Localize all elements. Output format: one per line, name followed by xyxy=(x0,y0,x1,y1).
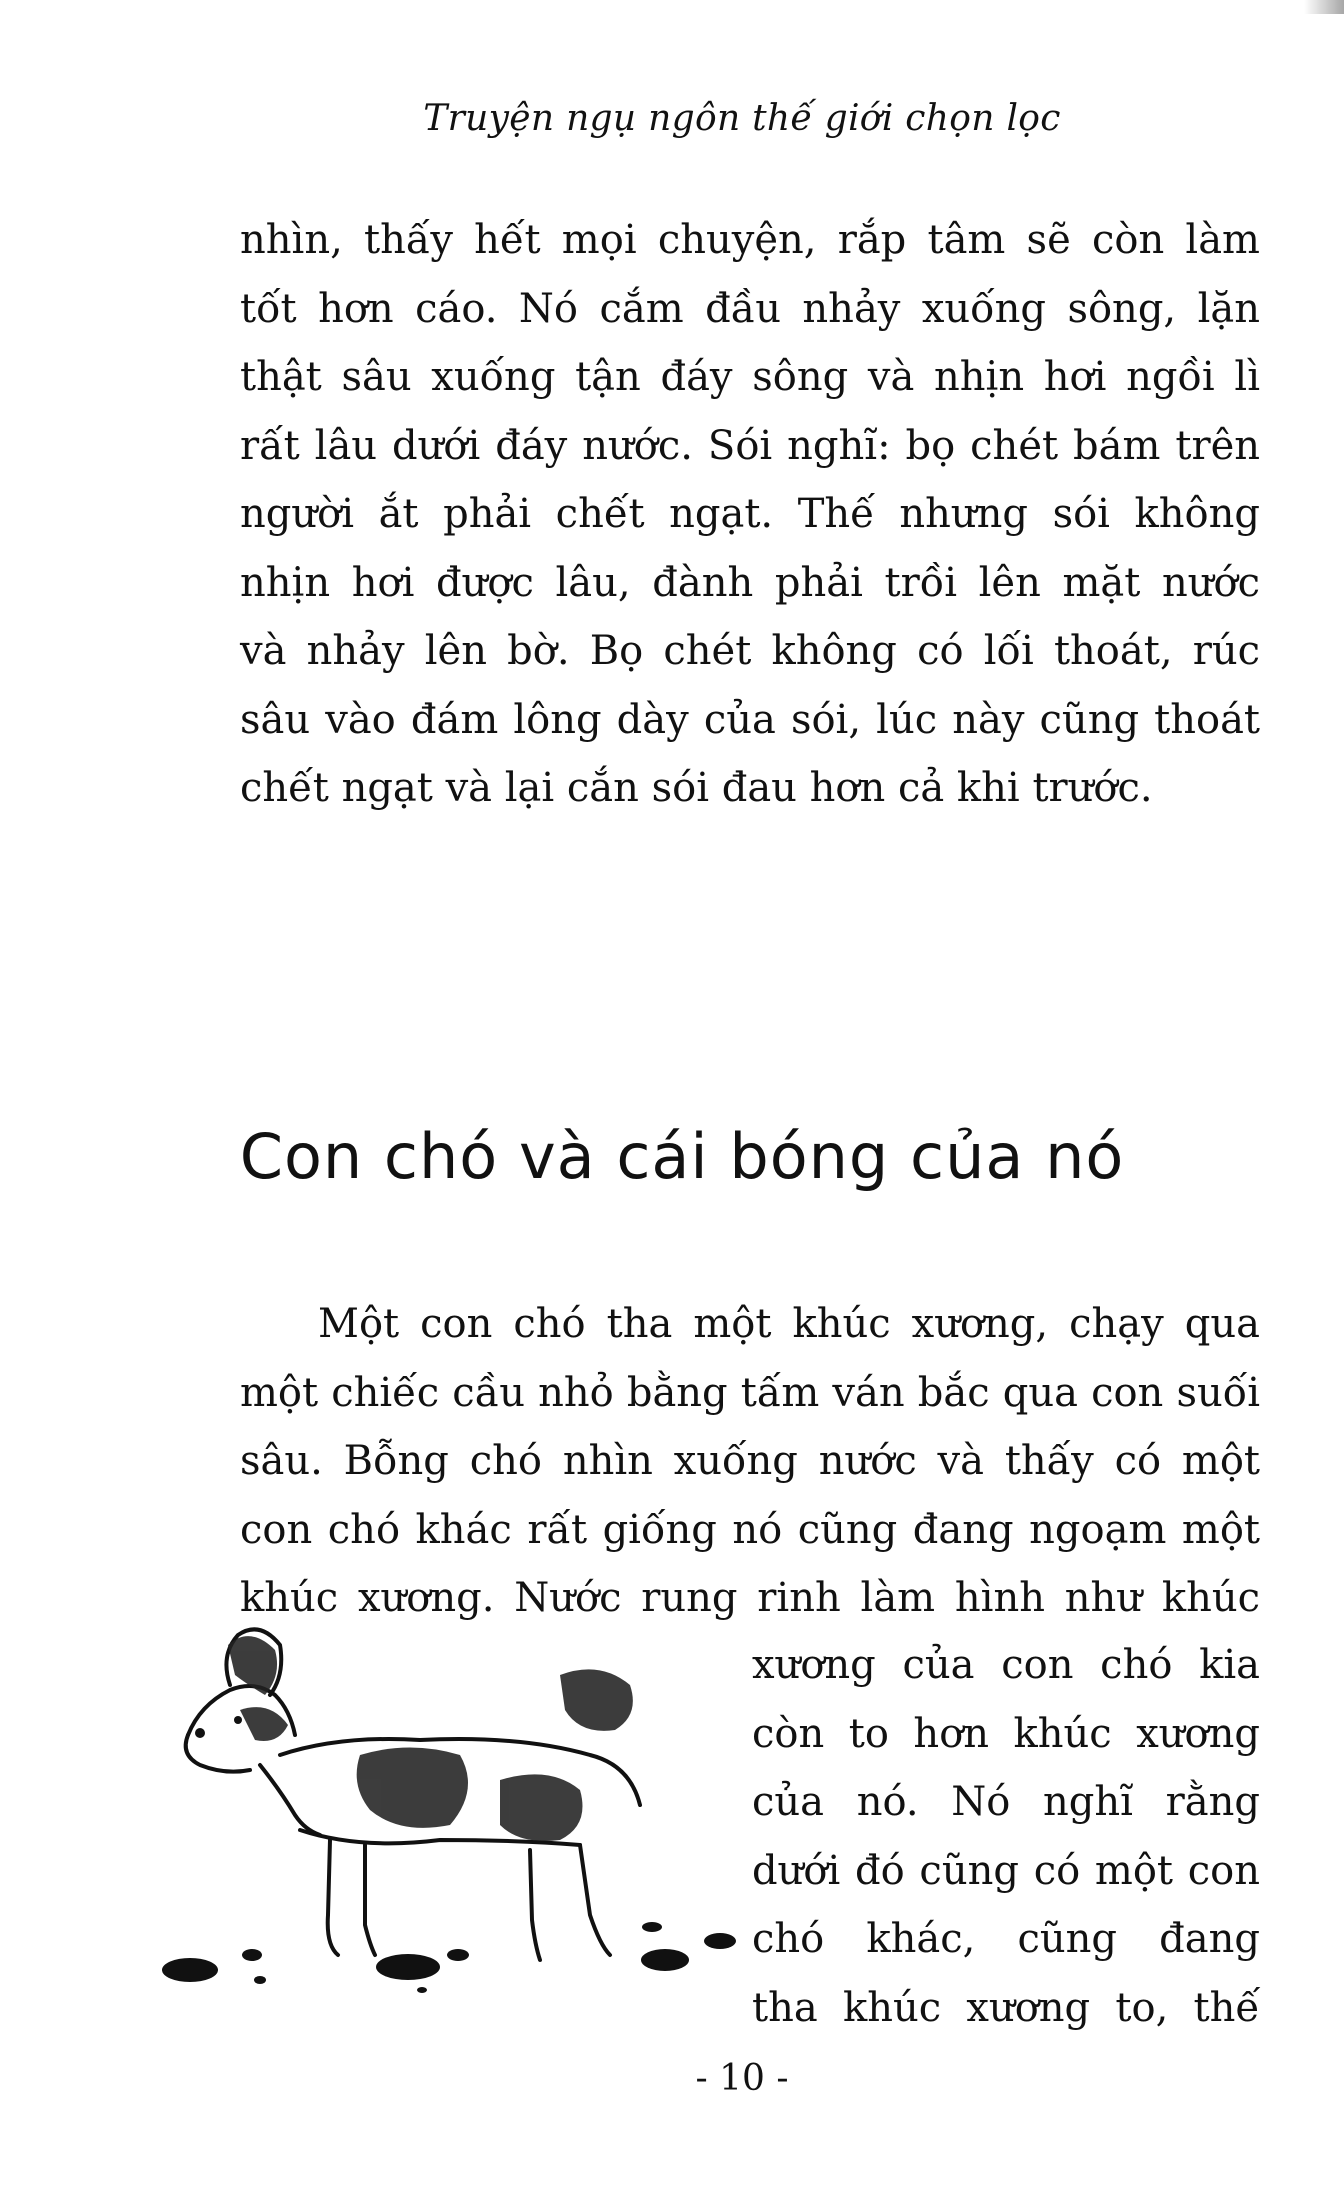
text-line: chết ngạt và lại cắn sói đau hơn cả khi trước. xyxy=(240,765,1153,811)
story-title: Con chó và cái bóng của nó xyxy=(239,1120,1125,1193)
dog-neck xyxy=(260,1765,320,1835)
ink-blot xyxy=(704,1933,736,1949)
text-line: con chó khác rất giống nó cũng đang ngoạm một xyxy=(240,1506,1260,1553)
dog-eye xyxy=(234,1716,242,1724)
dog-leg xyxy=(328,1840,338,1955)
dog-ink-illustration-icon xyxy=(160,1615,750,2020)
text-line: rất lâu dưới đáy nước. Sói nghĩ: bọ chét bám trên xyxy=(240,422,1260,469)
text-line: nhìn, thấy hết mọi chuyện, rắp tâm sẽ còn làm xyxy=(240,217,1260,263)
ink-blot xyxy=(641,1949,689,1971)
text-line: người ắt phải chết ngạt. Thế nhưng sói không xyxy=(240,491,1260,537)
head-patch xyxy=(240,1707,288,1741)
text-line: khúc xương. Nước rung rinh làm hình như khúc xyxy=(240,1575,1260,1621)
ink-blot xyxy=(417,1987,427,1993)
text-line: chó khác, cũng đang xyxy=(752,1916,1260,1962)
text-line: Một con chó tha một khúc xương, chạy qua xyxy=(318,1301,1260,1347)
dog-leg xyxy=(365,1845,375,1955)
ink-blot xyxy=(254,1976,266,1984)
tail-patch xyxy=(560,1669,633,1730)
ink-blot xyxy=(642,1922,662,1932)
ink-blot xyxy=(162,1958,218,1982)
text-line: còn to hơn khúc xương xyxy=(752,1710,1260,1757)
text-line: tốt hơn cáo. Nó cắm đầu nhảy xuống sông, lặn xyxy=(240,285,1260,332)
text-line: của nó. Nó nghĩ rằng xyxy=(752,1779,1260,1825)
story-paragraph-narrow xyxy=(752,1631,1260,2042)
continued-story-paragraph xyxy=(240,206,1260,823)
text-line: thật sâu xuống tận đáy sông và nhịn hơi ngồi lì xyxy=(240,354,1260,400)
scan-corner-mark xyxy=(1304,0,1344,14)
text-line: nhịn hơi được lâu, đành phải trồi lên mặt nước xyxy=(240,559,1260,606)
ink-blot xyxy=(376,1954,440,1980)
text-line: sâu. Bỗng chó nhìn xuống nước và thấy có một xyxy=(240,1438,1260,1484)
text-line: một chiếc cầu nhỏ bằng tấm ván bắc qua con suối xyxy=(240,1369,1260,1416)
ink-blot xyxy=(447,1949,469,1961)
text-line: dưới đó cũng có một con xyxy=(752,1847,1260,1894)
text-line: tha khúc xương to, thế xyxy=(752,1984,1260,2031)
running-header: Truyện ngụ ngôn thế giới chọn lọc xyxy=(423,98,1061,139)
text-line: sâu vào đám lông dày của sói, lúc này cũng thoát xyxy=(240,696,1260,743)
story-paragraph-full-width xyxy=(240,1290,1260,1633)
dog-leg xyxy=(530,1850,540,1960)
ink-blot xyxy=(242,1949,262,1961)
dog-leg xyxy=(580,1845,610,1955)
text-line: xương của con chó kia xyxy=(752,1642,1260,1688)
hip-patch xyxy=(500,1774,583,1841)
page-number: - 10 - xyxy=(695,2058,789,2099)
dog-snout xyxy=(186,1735,250,1772)
body-patch xyxy=(357,1748,468,1828)
dog-nose xyxy=(195,1728,205,1738)
text-line: và nhảy lên bờ. Bọ chét không có lối thoát, rúc xyxy=(240,628,1260,674)
